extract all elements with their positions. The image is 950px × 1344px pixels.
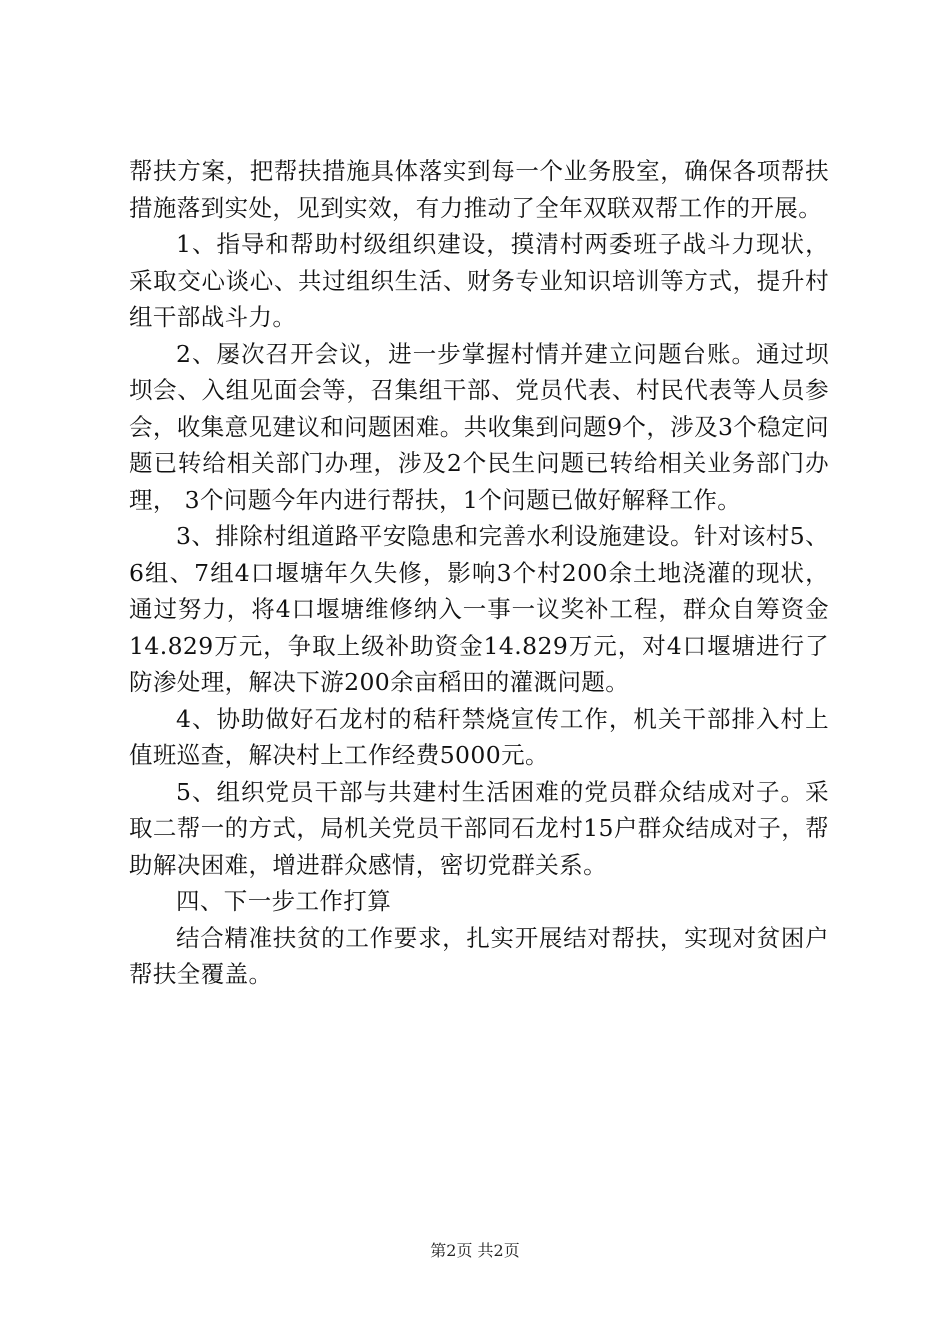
- paragraph-next-steps: 结合精准扶贫的工作要求，扎实开展结对帮扶，实现对贫困户帮扶全覆盖。: [129, 923, 829, 988]
- page-number-label: 第2页 共2页: [430, 1241, 520, 1260]
- paragraph-continuation: 帮扶方案，把帮扶措施具体落实到每一个业务股室，确保各项帮扶措施落到实处，见到实效，有力推动了全年双联双帮工作的开展。: [129, 157, 829, 222]
- paragraph-item-1: 1、指导和帮助村级组织建设，摸清村两委班子战斗力现状，采取交心谈心、共过组织生活、财务专业知识培训等方式，提升村组干部战斗力。: [129, 230, 829, 331]
- section-heading-next-steps: 四、下一步工作打算: [176, 887, 392, 915]
- paragraph-item-3: 3、排除村组道路平安隐患和完善水利设施建设。针对该村5、 6组、7组4口堰塘年久失修，影响3个村200余土地浇灌的现状，通过努力，将4口堰塘维修纳入一事一议奖补工程，群众自筹资金14.829万元，争取上级补助资金14.829万元，对4口堰塘进行了防渗处理，解决下游200余亩稻田的灌溉问题。: [129, 522, 829, 696]
- document-body: [129, 153, 829, 993]
- page-footer: [0, 1241, 950, 1261]
- paragraph-item-5: 5、组织党员干部与共建村生活困难的党员群众结成对子。采取二帮一的方式，局机关党员干部同石龙村15户群众结成对子，帮助解决困难，增进群众感情，密切党群关系。: [129, 777, 829, 879]
- paragraph-item-2: 2、屡次召开会议，进一步掌握村情并建立问题台账。通过坝坝会、入组见面会等，召集组干部、党员代表、村民代表等人员参会，收集意见建议和问题困难。共收集到问题9个，涉及3个稳定问题已转给相关部门办理，涉及2个民生问题已转给相关业务部门办理， 3个问题今年内进行帮扶，1个问题已做好解释工作。: [129, 339, 829, 514]
- paragraph-item-4: 4、协助做好石龙村的秸秆禁烧宣传工作，机关干部排入村上值班巡查，解决村上工作经费5000元。: [129, 704, 829, 769]
